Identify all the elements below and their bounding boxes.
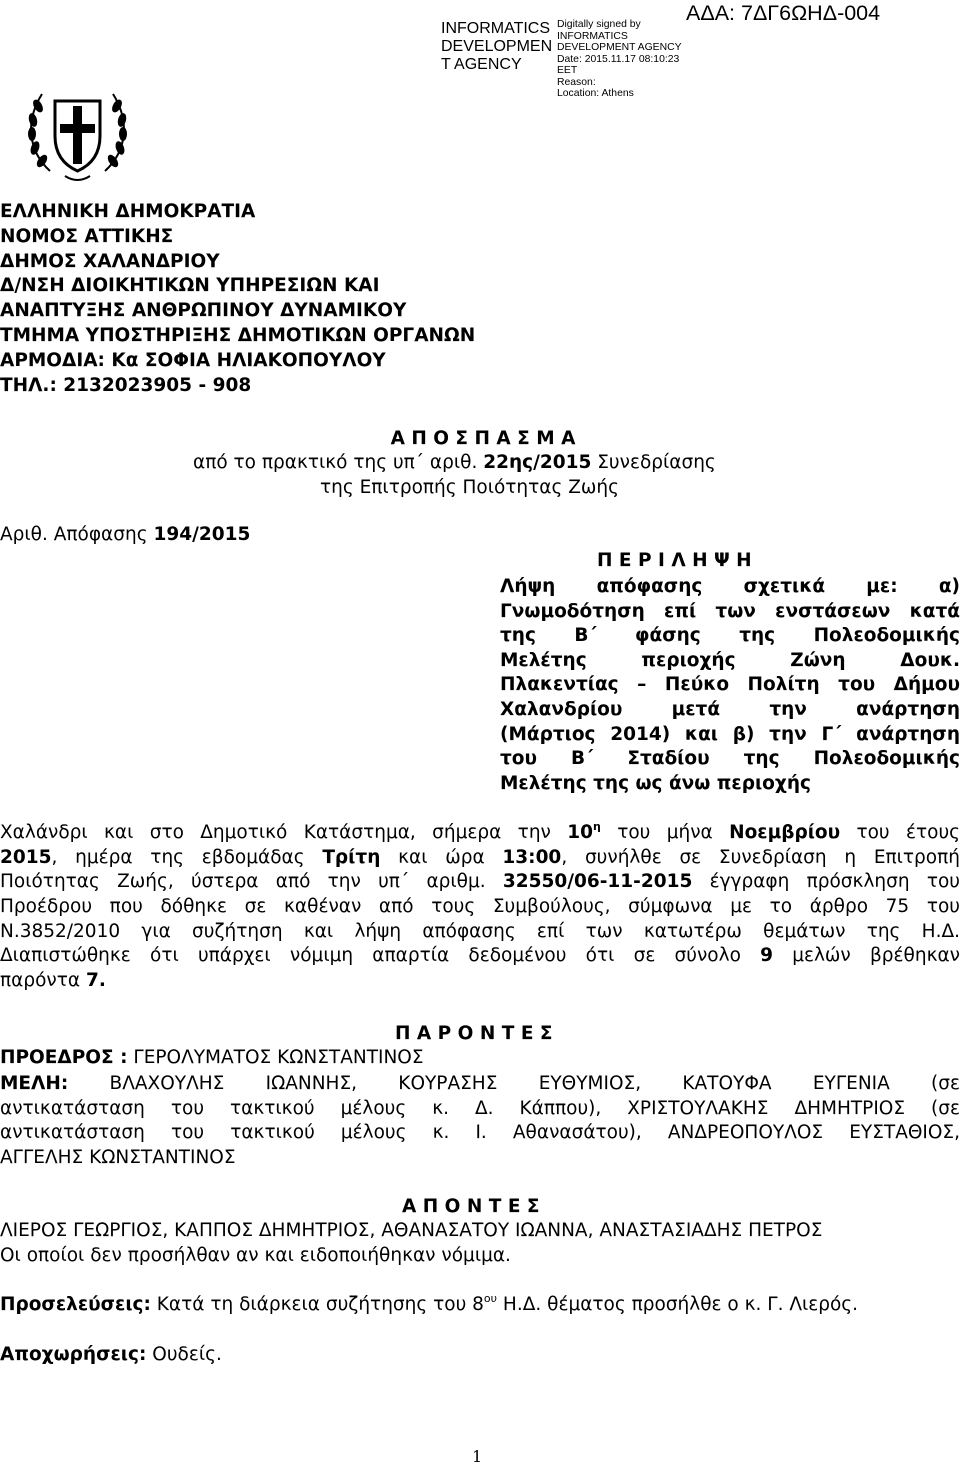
signature-name-line: T AGENCY — [441, 56, 522, 73]
intro-text: έγγραφη πρόσκληση του — [692, 871, 960, 893]
intro-text: και ώρα — [380, 846, 503, 868]
intro-text: Ποιότητας Ζωής, ύστερα από την υπ΄ αριθμ. — [0, 871, 503, 893]
meeting-day: 10 — [567, 822, 593, 843]
extract-title — [0, 428, 960, 449]
intro-text: παρόντα — [0, 970, 86, 992]
intro-line: Προέδρου που δόθηκε σε καθέναν από τους Συμβούλους, σύμφωνα με το άρθρο 75 του — [0, 896, 960, 918]
intro-line — [0, 846, 960, 871]
meeting-time: 13:00 — [502, 846, 562, 868]
decision-value: 194/2015 — [153, 524, 251, 545]
signature-name — [441, 20, 553, 74]
intro-line — [0, 821, 960, 846]
header-line: ΑΡΜΟΔΙΑ: Κα ΣΟΦΙΑ ΗΛΙΑΚΟΠΟΥΛΟΥ — [0, 349, 386, 371]
authority-header — [0, 200, 475, 398]
ada-code: ΑΔΑ: 7ΔΓ6ΩΗΔ-004 — [686, 1, 881, 25]
summary-text — [500, 575, 960, 796]
members-label: ΜΕΛΗ: — [0, 1073, 69, 1094]
members-line: αντικατάσταση του τακτικού μέλους κ. Δ. Κάππου), ΧΡΙΣΤΟΥΛΑΚΗΣ ΔΗΜΗΤΡΙΟΣ (σε — [0, 1097, 960, 1119]
chair-label: ΠΡΟΕΔΡΟΣ : — [0, 1047, 128, 1068]
signature-details: Digitally signed by INFORMATICS DEVELOPMENT AGENCY Date: 2015.11.17 08:10:23 EET Reason: Location: Athens — [557, 19, 682, 99]
absent-names: ΛΙΕΡΟΣ ΓΕΩΡΓΙΟΣ, ΚΑΠΠΟΣ ΔΗΜΗΤΡΙΟΣ, ΑΘΑΝΑΣΑΤΟΥ ΙΩΑΝΝΑ, ΑΝΑΣΤΑΣΙΑΔΗΣ ΠΕΤΡΟΣ — [0, 1220, 823, 1241]
signature-name-line: INFORMATICS — [441, 20, 551, 37]
members-paragraph — [0, 1072, 960, 1171]
intro-line — [0, 944, 960, 969]
intro-line: Ν.3852/2010 για συζήτηση και λήψη απόφασης επί των κατωτέρω θεμάτων της Η.Δ. — [0, 920, 960, 942]
chair-line — [0, 1047, 424, 1068]
intro-text: Διαπιστώθηκε ότι υπάρχει νόμιμη απαρτία δεδομένου ότι σε σύνολο — [0, 945, 761, 967]
page-number: 1 — [472, 1447, 483, 1466]
present-title: Π Α Ρ Ο Ν Τ Ε Σ — [395, 1023, 553, 1044]
extract-line1-pre: από το πρακτικό της υπ΄ αριθ. — [193, 452, 484, 473]
summary-line: Χαλανδρίου μετά την ανάρτηση — [500, 698, 960, 720]
intro-text: , ημέρα της εβδομάδας — [51, 846, 323, 868]
header-line: ΑΝΑΠΤΥΞΗΣ ΑΝΘΡΩΠΙΝΟΥ ΔΥΝΑΜΙΚΟΥ — [0, 300, 407, 322]
meeting-year: 2015 — [0, 846, 52, 868]
departures-text: Ουδείς. — [146, 1344, 222, 1365]
header-line: Δ/ΝΣΗ ΔΙΟΙΚΗΤΙΚΩΝ ΥΠΗΡΕΣΙΩΝ ΚΑΙ — [0, 275, 380, 297]
intro-text: του μήνα — [600, 822, 730, 843]
arrivals-text: Η.Δ. θέματος προσήλθε ο κ. Γ. Λιερός. — [497, 1294, 859, 1315]
summary-line: Μελέτης της ως άνω περιοχής — [500, 772, 811, 794]
arrivals-line — [0, 1294, 858, 1315]
header-line: ΤΗΛ.: 2132023905 - 908 — [0, 374, 252, 396]
extract-line-1 — [193, 452, 716, 473]
summary-title: Π Ε Ρ Ι Λ Η Ψ Η — [597, 550, 752, 571]
present-members: 7. — [85, 970, 106, 992]
summary-line: (Μάρτιος 2014) και β) την Γ΄ ανάρτηση — [500, 723, 960, 745]
members-line: αντικατάσταση του τακτικού μέλους κ. Ι. Αθανασάτου), ΑΝΔΡΕΟΠΟΥΛΟΣ ΕΥΣΤΑΘΙΟΣ, — [0, 1122, 960, 1144]
members-line — [0, 1072, 960, 1097]
header-line: ΝΟΜΟΣ ΑΤΤΙΚΗΣ — [0, 225, 174, 247]
extract-line-2: της Επιτροπής Ποιότητας Ζωής — [320, 477, 619, 498]
invitation-ref: 32550/06-11-2015 — [502, 871, 693, 893]
header-line: ΕΛΛΗΝΙΚΗ ΔΗΜΟΚΡΑΤΙΑ — [0, 201, 256, 222]
intro-text: μελών βρέθηκαν — [773, 945, 960, 967]
summary-line: Μελέτης περιοχής Ζώνη Δουκ. — [500, 649, 960, 671]
summary-line: Πλακεντίας – Πεύκο Πολίτη του Δήμου — [500, 674, 960, 696]
arrivals-label: Προσελεύσεις: — [0, 1294, 151, 1315]
members-text: ΒΛΑΧΟΥΛΗΣ ΙΩΑΝΝΗΣ, ΚΟΥΡΑΣΗΣ ΕΥΘΥΜΙΟΣ, ΚΑΤΟΥΦΑ ΕΥΓΕΝΙΑ (σε — [68, 1073, 960, 1094]
summary-line: Λήψη απόφασης σχετικά με: α) — [500, 576, 960, 597]
header-line: ΔΗΜΟΣ ΧΑΛΑΝΔΡΙΟΥ — [0, 250, 220, 272]
greek-coat-of-arms-icon — [20, 76, 135, 186]
decision-label: Αριθ. Απόφασης — [0, 524, 154, 545]
total-members: 9 — [760, 945, 773, 967]
intro-line — [0, 969, 960, 994]
intro-paragraph — [0, 821, 960, 994]
summary-line: Γνωμοδότηση επί των ενστάσεων κατά — [500, 600, 960, 622]
meeting-month: Νοεμβρίου — [729, 822, 841, 843]
departures-line — [0, 1344, 222, 1365]
intro-text: Χαλάνδρι και στο Δημοτικό Κατάστημα, σήμερα την — [0, 822, 568, 843]
intro-text: , συνήλθε σε Συνεδρίαση η Επιτροπή — [561, 846, 960, 868]
absent-note: Οι οποίοι δεν προσήλθαν αν και ειδοποιήθηκαν νόμιμα. — [0, 1245, 511, 1266]
summary-line: της Β΄ φάσης της Πολεοδομικής — [500, 625, 960, 647]
extract-title-text: Α Π Ο Σ Π Α Σ Μ Α — [390, 428, 576, 449]
intro-text: του έτους — [840, 822, 960, 843]
ordinal-sup: η — [593, 820, 601, 833]
signature-name-line: DEVELOPMEN — [441, 38, 553, 55]
extract-line1-post: Συνεδρίασης — [591, 452, 716, 473]
meeting-number: 22ης/2015 — [483, 452, 592, 473]
summary-line: του Β΄ Σταδίου της Πολεοδομικής — [500, 748, 960, 770]
ordinal-sup: ου — [483, 1292, 498, 1305]
departures-label: Αποχωρήσεις: — [0, 1344, 147, 1365]
chair-name: ΓΕΡΟΛΥΜΑΤΟΣ ΚΩΝΣΤΑΝΤΙΝΟΣ — [127, 1047, 424, 1068]
intro-line — [0, 870, 960, 895]
decision-number — [0, 524, 250, 545]
members-line: ΑΓΓΕΛΗΣ ΚΩΝΣΤΑΝΤΙΝΟΣ — [0, 1147, 236, 1169]
header-line: ΤΜΗΜΑ ΥΠΟΣΤΗΡΙΞΗΣ ΔΗΜΟΤΙΚΩΝ ΟΡΓΑΝΩΝ — [0, 324, 476, 346]
arrivals-text: Κατά τη διάρκεια συζήτησης του 8 — [150, 1294, 484, 1315]
absent-title: Α Π Ο Ν Τ Ε Σ — [402, 1196, 540, 1217]
meeting-weekday: Τρίτη — [322, 846, 381, 868]
